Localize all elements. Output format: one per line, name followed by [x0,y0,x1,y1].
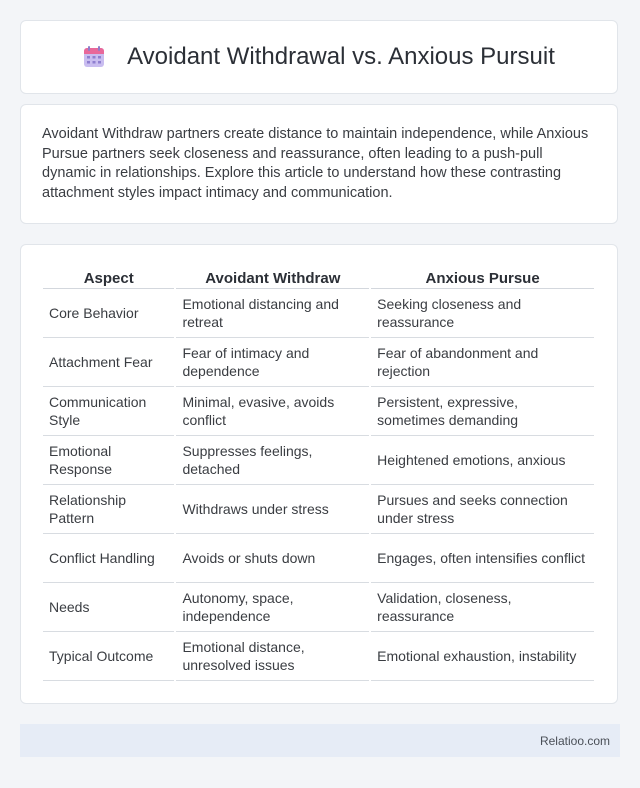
avoidant-cell: Fear of intimacy and dependence [176,338,369,387]
avoidant-cell: Suppresses feelings, detached [176,436,369,485]
anxious-cell: Heightened emotions, anxious [371,436,594,485]
title-card [20,20,618,94]
aspect-cell: Attachment Fear [43,338,174,387]
aspect-cell: Conflict Handling [43,534,174,583]
avoidant-cell: Autonomy, space, independence [176,583,369,632]
footer-brand: Relatioo.com [539,733,610,748]
table-row [43,289,594,338]
aspect-cell: Typical Outcome [43,632,174,681]
table-row [43,387,594,436]
aspect-cell: Relationship Pattern [43,485,174,534]
table-row [43,534,594,583]
footer-bar [20,724,620,757]
table-card [20,244,618,704]
avoidant-cell: Minimal, evasive, avoids conflict [176,387,369,436]
header-avoidant: Avoidant Withdraw [176,263,369,289]
avoidant-cell: Withdraws under stress [176,485,369,534]
avoidant-cell: Emotional distancing and retreat [176,289,369,338]
anxious-cell: Fear of abandonment and rejection [371,338,594,387]
comparison-table [41,263,596,681]
aspect-cell: Core Behavior [43,289,174,338]
avoidant-cell: Avoids or shuts down [176,534,369,583]
header-anxious: Anxious Pursue [371,263,594,289]
anxious-cell: Seeking closeness and reassurance [371,289,594,338]
aspect-cell: Communication Style [43,387,174,436]
page-title: Avoidant Withdrawal vs. Anxious Pursuit [127,43,555,70]
table-row [43,436,594,485]
anxious-cell: Engages, often intensifies conflict [371,534,594,583]
anxious-cell: Pursues and seeks connection under stress [371,485,594,534]
calendar-icon [83,46,105,68]
aspect-cell: Needs [43,583,174,632]
table-row [43,485,594,534]
anxious-cell: Emotional exhaustion, instability [371,632,594,681]
title-row [83,43,555,71]
intro-paragraph: Avoidant Withdraw partners create distance to maintain independence, while Anxious Pursue partners seek closeness and reassurance, often leading to a push-pull dynamic in relationships. Explore this article to understand how these contrasting attachment styles impact intimacy and communication. [42,126,589,201]
table-row [43,583,594,632]
aspect-cell: Emotional Response [43,436,174,485]
header-aspect: Aspect [43,263,174,289]
avoidant-cell: Emotional distance, unresolved issues [176,632,369,681]
anxious-cell: Persistent, expressive, sometimes demanding [371,387,594,436]
intro-card [20,104,618,224]
table-row [43,338,594,387]
table-header-row [43,263,594,289]
table-row [43,632,594,681]
anxious-cell: Validation, closeness, reassurance [371,583,594,632]
